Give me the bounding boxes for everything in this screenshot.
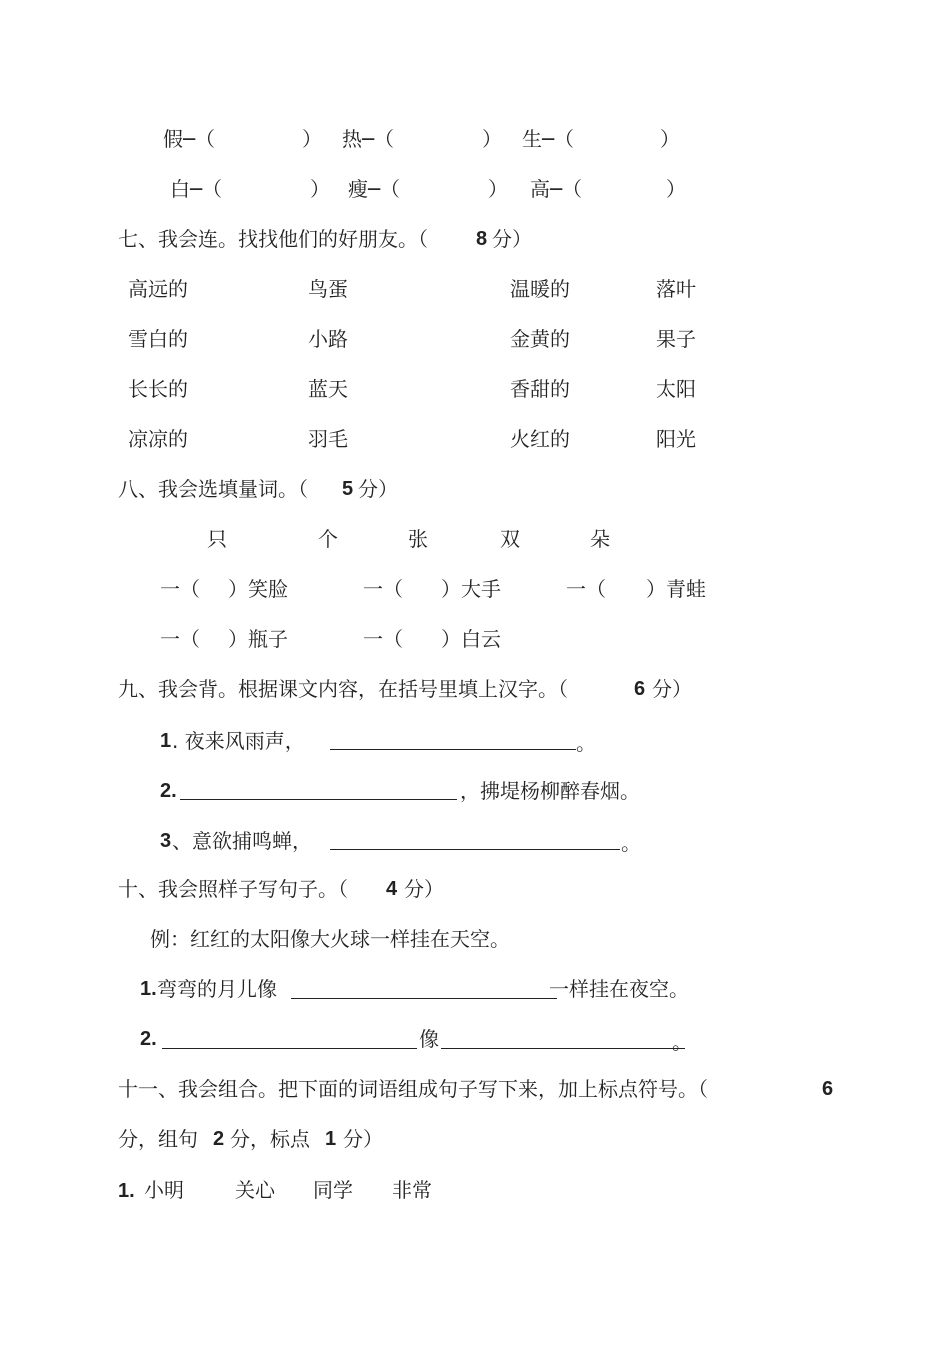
antonym-item: 白─（ xyxy=(170,177,223,201)
score-value: 4 xyxy=(386,878,398,900)
section-heading: 十、我会照样子写句子。（ xyxy=(118,877,348,901)
question-end: 。 xyxy=(672,1030,692,1054)
measure-word: 张 xyxy=(408,527,428,551)
antonym-item: 瘦─（ xyxy=(348,177,401,201)
question-number: 2. xyxy=(160,780,177,802)
example-sentence: 例：红红的太阳像大火球一样挂在天空。 xyxy=(150,927,510,951)
score-unit: 分） xyxy=(492,227,532,251)
match-word: 太阳 xyxy=(656,377,696,401)
score-unit: 分） xyxy=(652,677,692,701)
match-word: 雪白的 xyxy=(128,327,188,351)
score-value: 5 xyxy=(342,478,354,500)
antonym-paren: ） xyxy=(488,177,508,201)
question-text: 像 xyxy=(419,1027,439,1051)
answer-line[interactable] xyxy=(291,998,557,999)
measure-word: 朵 xyxy=(590,527,610,551)
match-word: 火红的 xyxy=(510,427,570,451)
antonym-item: 高─（ xyxy=(530,177,583,201)
blank-post: ）青蛙 xyxy=(646,577,706,601)
question-number: 1 xyxy=(160,730,172,752)
answer-line[interactable] xyxy=(162,1048,417,1049)
score-text: 分，组句 xyxy=(118,1127,198,1151)
match-word: 蓝天 xyxy=(308,377,348,401)
antonym-paren: ） xyxy=(302,127,322,151)
match-word: 高远的 xyxy=(128,277,188,301)
match-word: 落叶 xyxy=(656,277,696,301)
question-number: 3 xyxy=(160,830,172,852)
blank-pre: 一（ xyxy=(363,577,403,601)
question-number: 1. xyxy=(118,1180,135,1202)
section-heading: 九、我会背。根据课文内容，在括号里填上汉字。（ xyxy=(118,677,568,701)
section-heading: 十一、我会组合。把下面的词语组成句子写下来，加上标点符号。（ xyxy=(118,1077,708,1101)
blank-post: ）笑脸 xyxy=(228,577,288,601)
antonym-paren: ） xyxy=(310,177,330,201)
antonym-item: 生─（ xyxy=(522,127,575,151)
blank-pre: 一（ xyxy=(160,577,200,601)
answer-line[interactable] xyxy=(441,1048,685,1049)
blank-post: ）白云 xyxy=(441,627,501,651)
match-word: 果子 xyxy=(656,327,696,351)
score-unit: 分） xyxy=(358,477,398,501)
measure-word: 个 xyxy=(318,527,338,551)
score-value: 2 xyxy=(213,1128,225,1150)
blank-pre: 一（ xyxy=(160,627,200,651)
question-number: 2. xyxy=(140,1028,157,1050)
question-end: 。 xyxy=(576,731,596,755)
section-heading: 八、我会选填量词。（ xyxy=(118,477,308,501)
antonym-item: 假─（ xyxy=(163,127,216,151)
score-value: 1 xyxy=(325,1128,337,1150)
blank-post: ）瓶子 xyxy=(228,627,288,651)
question-text: . 夜来风雨声， xyxy=(172,729,305,753)
question-text: 一样挂在夜空。 xyxy=(549,977,689,1001)
blank-post: ）大手 xyxy=(441,577,501,601)
score-text: 分） xyxy=(343,1127,383,1151)
measure-word: 双 xyxy=(500,527,520,551)
question-text: 、意欲捕鸣蝉， xyxy=(172,829,312,853)
match-word: 小路 xyxy=(308,327,348,351)
answer-line[interactable] xyxy=(330,849,620,850)
blank-pre: 一（ xyxy=(566,577,606,601)
antonym-paren: ） xyxy=(660,127,680,151)
question-number: 1. xyxy=(140,978,157,1000)
question-text: ，拂堤杨柳醉春烟。 xyxy=(460,779,640,803)
blank-pre: 一（ xyxy=(363,627,403,651)
score-value: 6 xyxy=(634,678,646,700)
match-word: 鸟蛋 xyxy=(308,277,348,301)
antonym-item: 热─（ xyxy=(342,127,395,151)
measure-word: 只 xyxy=(207,527,227,551)
score-unit: 分） xyxy=(404,877,444,901)
question-end: 。 xyxy=(621,831,641,855)
score-text: 分，标点 xyxy=(230,1127,310,1151)
combine-word: 同学 xyxy=(313,1178,353,1202)
match-word: 阳光 xyxy=(656,427,696,451)
answer-line[interactable] xyxy=(180,799,457,800)
score-value: 6 xyxy=(822,1078,834,1100)
combine-word: 小明 xyxy=(144,1178,184,1202)
antonym-paren: ） xyxy=(482,127,502,151)
match-word: 长长的 xyxy=(128,377,188,401)
question-text: 弯弯的月儿像 xyxy=(157,977,277,1001)
answer-line[interactable] xyxy=(330,749,576,750)
match-word: 香甜的 xyxy=(510,377,570,401)
section-heading: 七、我会连。找找他们的好朋友。（ xyxy=(118,227,428,251)
match-word: 温暖的 xyxy=(510,277,570,301)
combine-word: 关心 xyxy=(235,1178,275,1202)
antonym-paren: ） xyxy=(666,177,686,201)
score-value: 8 xyxy=(476,228,488,250)
combine-word: 非常 xyxy=(392,1178,432,1202)
match-word: 金黄的 xyxy=(510,327,570,351)
match-word: 羽毛 xyxy=(308,427,348,451)
match-word: 凉凉的 xyxy=(128,427,188,451)
